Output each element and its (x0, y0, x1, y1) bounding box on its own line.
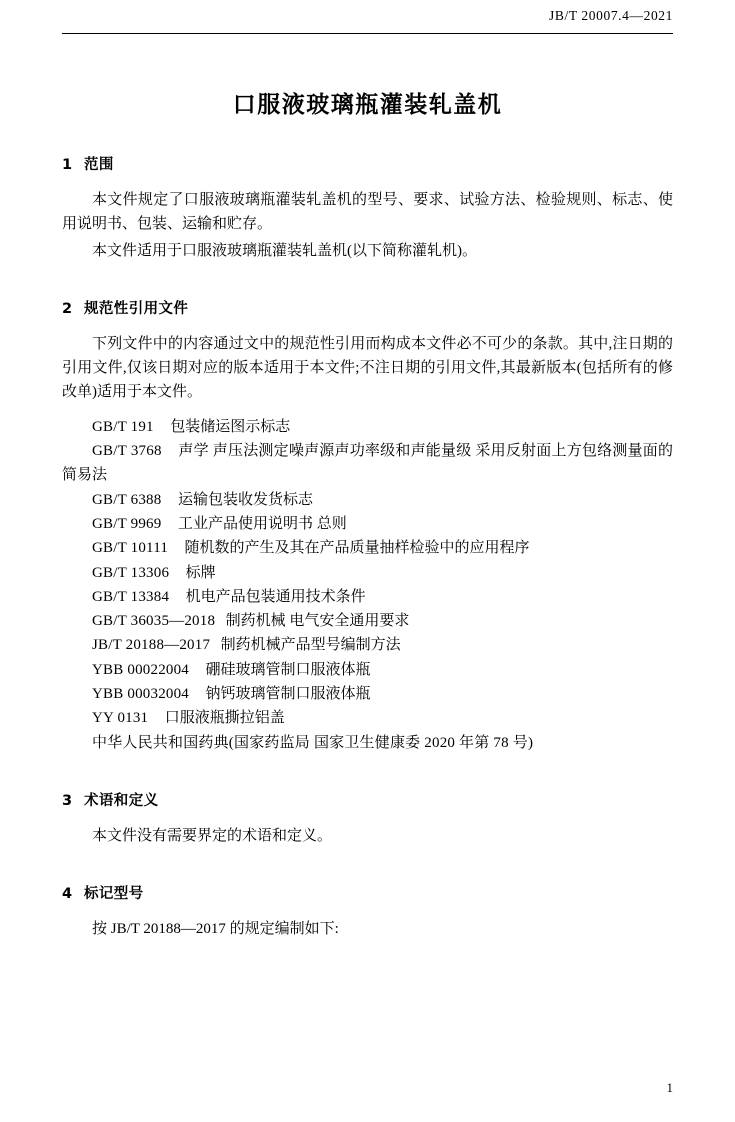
reference-item (62, 536, 673, 560)
reference-item (62, 682, 673, 706)
clause-number-3: 3 (62, 792, 73, 809)
reference-title: 随机数的产生及其在产品质量抽样检验中的应用程序 (184, 540, 530, 557)
page-title: 口服液玻璃瓶灌装轧盖机 (232, 92, 503, 118)
reference-title: 工业产品使用说明书 总则 (177, 515, 347, 532)
clause-4-paragraph-1: 按 JB/T 20188—2017 的规定编制如下: (92, 921, 339, 938)
clause-heading-3 (62, 789, 673, 810)
reference-item (62, 439, 673, 488)
clause-number-2: 2 (62, 300, 73, 317)
reference-code: GB/T 10111 (92, 540, 169, 557)
clause-1-paragraph-2: 本文件适用于口服液玻璃瓶灌装轧盖机(以下简称灌轧机)。 (92, 242, 477, 259)
reference-item (62, 731, 673, 755)
reference-code: GB/T 13384 (92, 588, 170, 605)
reference-item (62, 585, 673, 609)
reference-title: 制药机械产品型号编制方法 (220, 637, 401, 654)
clause-heading-2 (62, 297, 673, 318)
reference-code: GB/T 3768 (92, 443, 162, 460)
reference-item (62, 609, 673, 633)
clause-title-4: 标记型号 (84, 886, 144, 903)
clause-heading-4 (62, 882, 673, 903)
reference-title: 硼硅玻璃管制口服液体瓶 (205, 661, 371, 678)
reference-title: 声学 声压法测定噪声源声功率级和声能量级 采用反射面上方包络测量面的简易法 (62, 443, 673, 484)
header-divider (62, 33, 673, 34)
reference-item (62, 512, 673, 536)
reference-code: YBB 00032004 (92, 686, 189, 703)
page-number: 1 (666, 1080, 673, 1095)
reference-item (62, 633, 673, 657)
reference-code: 中华人民共和国药典(国家药监局 国家卫生健康委 2020 年第 78 号) (92, 734, 534, 751)
reference-item (62, 706, 673, 730)
normative-reference-list (62, 415, 673, 755)
reference-title: 钠钙玻璃管制口服液体瓶 (205, 686, 371, 703)
reference-code: GB/T 9969 (92, 515, 162, 532)
reference-code: GB/T 13306 (92, 564, 170, 581)
reference-code: GB/T 36035—2018 (92, 613, 216, 630)
reference-title: 运输包装收发货标志 (177, 491, 313, 508)
reference-code: GB/T 6388 (92, 491, 162, 508)
reference-title: 口服液瓶撕拉铝盖 (164, 710, 285, 727)
reference-code: GB/T 191 (92, 418, 154, 435)
reference-title: 制药机械 电气安全通用要求 (225, 613, 410, 630)
reference-item (62, 415, 673, 439)
reference-title: 标牌 (185, 564, 216, 581)
standard-number: JB/T 20007.4—2021 (549, 8, 673, 23)
reference-code: YY 0131 (92, 710, 149, 727)
reference-code: YBB 00022004 (92, 661, 189, 678)
clause-heading-1 (62, 153, 673, 174)
clause-3-paragraph-1: 本文件没有需要界定的术语和定义。 (92, 827, 333, 844)
reference-title: 包装储运图示标志 (170, 418, 291, 435)
clause-title-3: 术语和定义 (84, 792, 159, 809)
reference-code: JB/T 20188—2017 (92, 637, 211, 654)
clause-number-4: 4 (62, 886, 73, 903)
clause-number-1: 1 (62, 157, 73, 173)
reference-item (62, 658, 673, 682)
reference-title: 机电产品包装通用技术条件 (185, 588, 366, 605)
clause-title-2: 规范性引用文件 (84, 300, 189, 317)
clause-1-paragraph-1: 本文件规定了口服液玻璃瓶灌装轧盖机的型号、要求、试验方法、检验规则、标志、使用说明书、包装、运输和贮存。 (62, 192, 673, 233)
reference-item (62, 561, 673, 585)
clause-title-1: 范围 (84, 157, 114, 173)
reference-item (62, 488, 673, 512)
clause-2-paragraph-1: 下列文件中的内容通过文中的规范性引用而构成本文件必不可少的条款。其中,注日期的引用文件,仅该日期对应的版本适用于本文件;不注日期的引用文件,其最新版本(包括所有的修改单)适用于本文件。 (62, 335, 673, 401)
page-header (62, 0, 673, 34)
